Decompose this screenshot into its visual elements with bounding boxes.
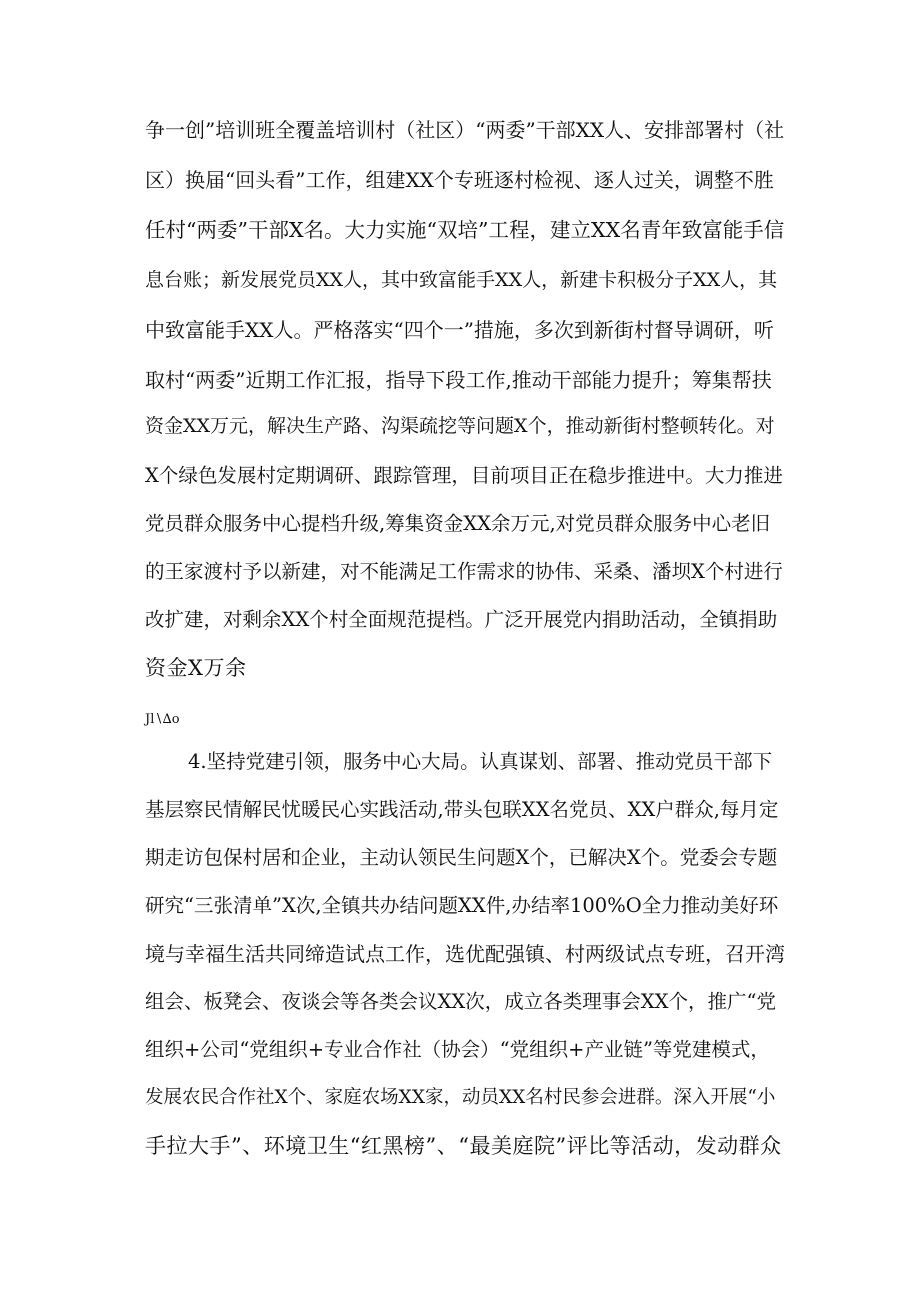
paragraph-line: 的王家渡村予以新建，对不能满足工作需求的协伟、采桑、潘坝X个村进行 [145,560,783,583]
paragraph-line: 境与幸福生活共同缔造试点工作，选优配强镇、村两级试点专班，召开湾 [145,942,785,966]
paragraph-line: 改扩建，对剩余XX个村全面规范提档。广泛开展党内捐助活动，全镇捐助 [145,608,778,631]
paragraph-line: X个绿色发展村定期调研、跟踪管理，目前项目正在稳步推进中。大力推进 [145,464,783,487]
paragraph-line: 发展农民合作社X个、家庭农场XX家，动员XX名村民参会进群。深入开展“小 [145,1087,776,1108]
paragraph-line: 研究“三张清单”X次,全镇共办结问题XX件,办结率100%O全力推动美好环 [145,894,779,917]
paragraph-line: 取村“两委”近期工作汇报，指导下段工作,推动干部能力提升；筹集帮扶 [145,368,772,392]
paragraph-line: 争一创”培训班全覆盖培训村（社区）“两委”干部XX人、安排部署村（社 [145,118,785,142]
paragraph-line: 中致富能手XX人。严格落实“四个一”措施，多次到新街村督导调研，听 [145,318,774,342]
ocr-fragment: Jl∖∆o [145,712,180,727]
paragraph-line: 基层察民情解民忧暖民心实践活动,带头包联XX名党员、XX户群众,每月定 [145,798,779,821]
paragraph-line: 手拉大手”、环境卫生“红黑榜”、“最美庭院”评比等活动，发动群众 [145,1134,782,1158]
paragraph-line: 资金XX万元，解决生产路、沟渠疏挖等问题X个，推动新街村整顿转化。对 [145,415,775,437]
paragraph-line: 期走访包保村居和企业，主动认领民生问题X个，已解决X个。党委会专题 [145,846,778,869]
paragraph-line: 任村“两委”干部X名。大力实施“双培”工程，建立XX名青年致富能手信 [145,218,785,242]
paragraph-line: 区）换届“回头看”工作，组建XX个专班逐村检视、逐人过关，调整不胜 [145,168,774,192]
paragraph-line: 组会、板凳会、夜谈会等各类会议XX次，成立各类理事会XX个，推广“党 [145,990,776,1013]
paragraph-line: 党员群众服务中心提档升级,筹集资金XX余万元,对党员群众服务中心老旧 [145,512,771,535]
paragraph-line: 组织+公司“党组织+专业合作社（协会）“党组织+产业链”等党建模式， [145,1038,770,1061]
paragraph-line: 资金X万余 [145,656,247,680]
paragraph-line: 息台账；新发展党员XX人，其中致富能手XX人，新建卡积极分子XX人，其 [145,269,778,291]
section-4-first-line: 4.坚持党建引领，服务中心大局。认真谋划、部署、推动党员干部下 [188,750,773,773]
